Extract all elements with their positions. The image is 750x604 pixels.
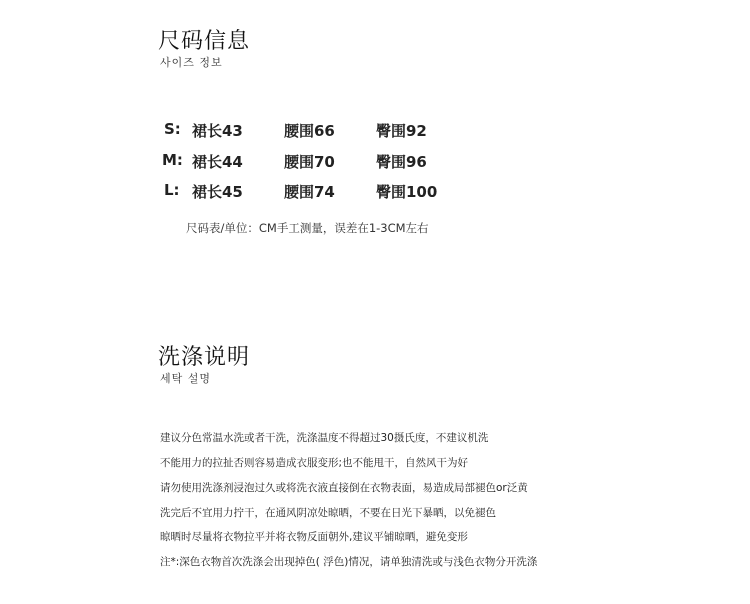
waist-value: 腰围70 (284, 153, 335, 171)
size-note: 尺码表/单位：CM手工测量，误差在1-3CM左右 (186, 221, 429, 235)
wash-instructions-subtitle: 세탁 설명 (160, 372, 212, 385)
hip-value: 臀围92 (376, 122, 427, 140)
skirt-length-value: 裙长44 (192, 153, 243, 171)
hip-value: 臀围96 (376, 153, 427, 171)
wash-line: 晾晒时尽量将衣物拉平并将衣物反面朝外,建议平铺晾晒，避免变形 (160, 531, 468, 543)
size-label: S: (164, 120, 181, 138)
skirt-length-value: 裙长45 (192, 183, 243, 201)
wash-line: 洗完后不宜用力拧干，在通风阴凉处晾晒，不要在日光下暴晒，以免褪色 (160, 507, 496, 519)
wash-line: 建议分色常温水洗或者干洗，洗涤温度不得超过30摄氏度，不建议机洗 (160, 432, 489, 444)
wash-line: 不能用力的拉扯否则容易造成衣服变形;也不能甩干，自然风干为好 (160, 457, 469, 469)
wash-line: 注*:深色衣物首次洗涤会出现掉色( 浮色)情况，请单独清洗或与浅色衣物分开洗涤 (160, 556, 538, 568)
wash-line: 请勿使用洗涤剂浸泡过久或将洗衣液直接倒在衣物表面，易造成局部褪色or泛黄 (160, 482, 528, 494)
size-label: M: (162, 151, 183, 169)
size-label: L: (164, 181, 180, 199)
size-info-subtitle: 사이즈 정보 (160, 56, 223, 69)
size-info-title: 尺码信息 (158, 29, 251, 54)
hip-value: 臀围100 (376, 183, 438, 201)
skirt-length-value: 裙长43 (192, 122, 243, 140)
waist-value: 腰围74 (284, 183, 335, 201)
wash-instructions-title: 洗涤说明 (158, 345, 251, 370)
waist-value: 腰围66 (284, 122, 335, 140)
